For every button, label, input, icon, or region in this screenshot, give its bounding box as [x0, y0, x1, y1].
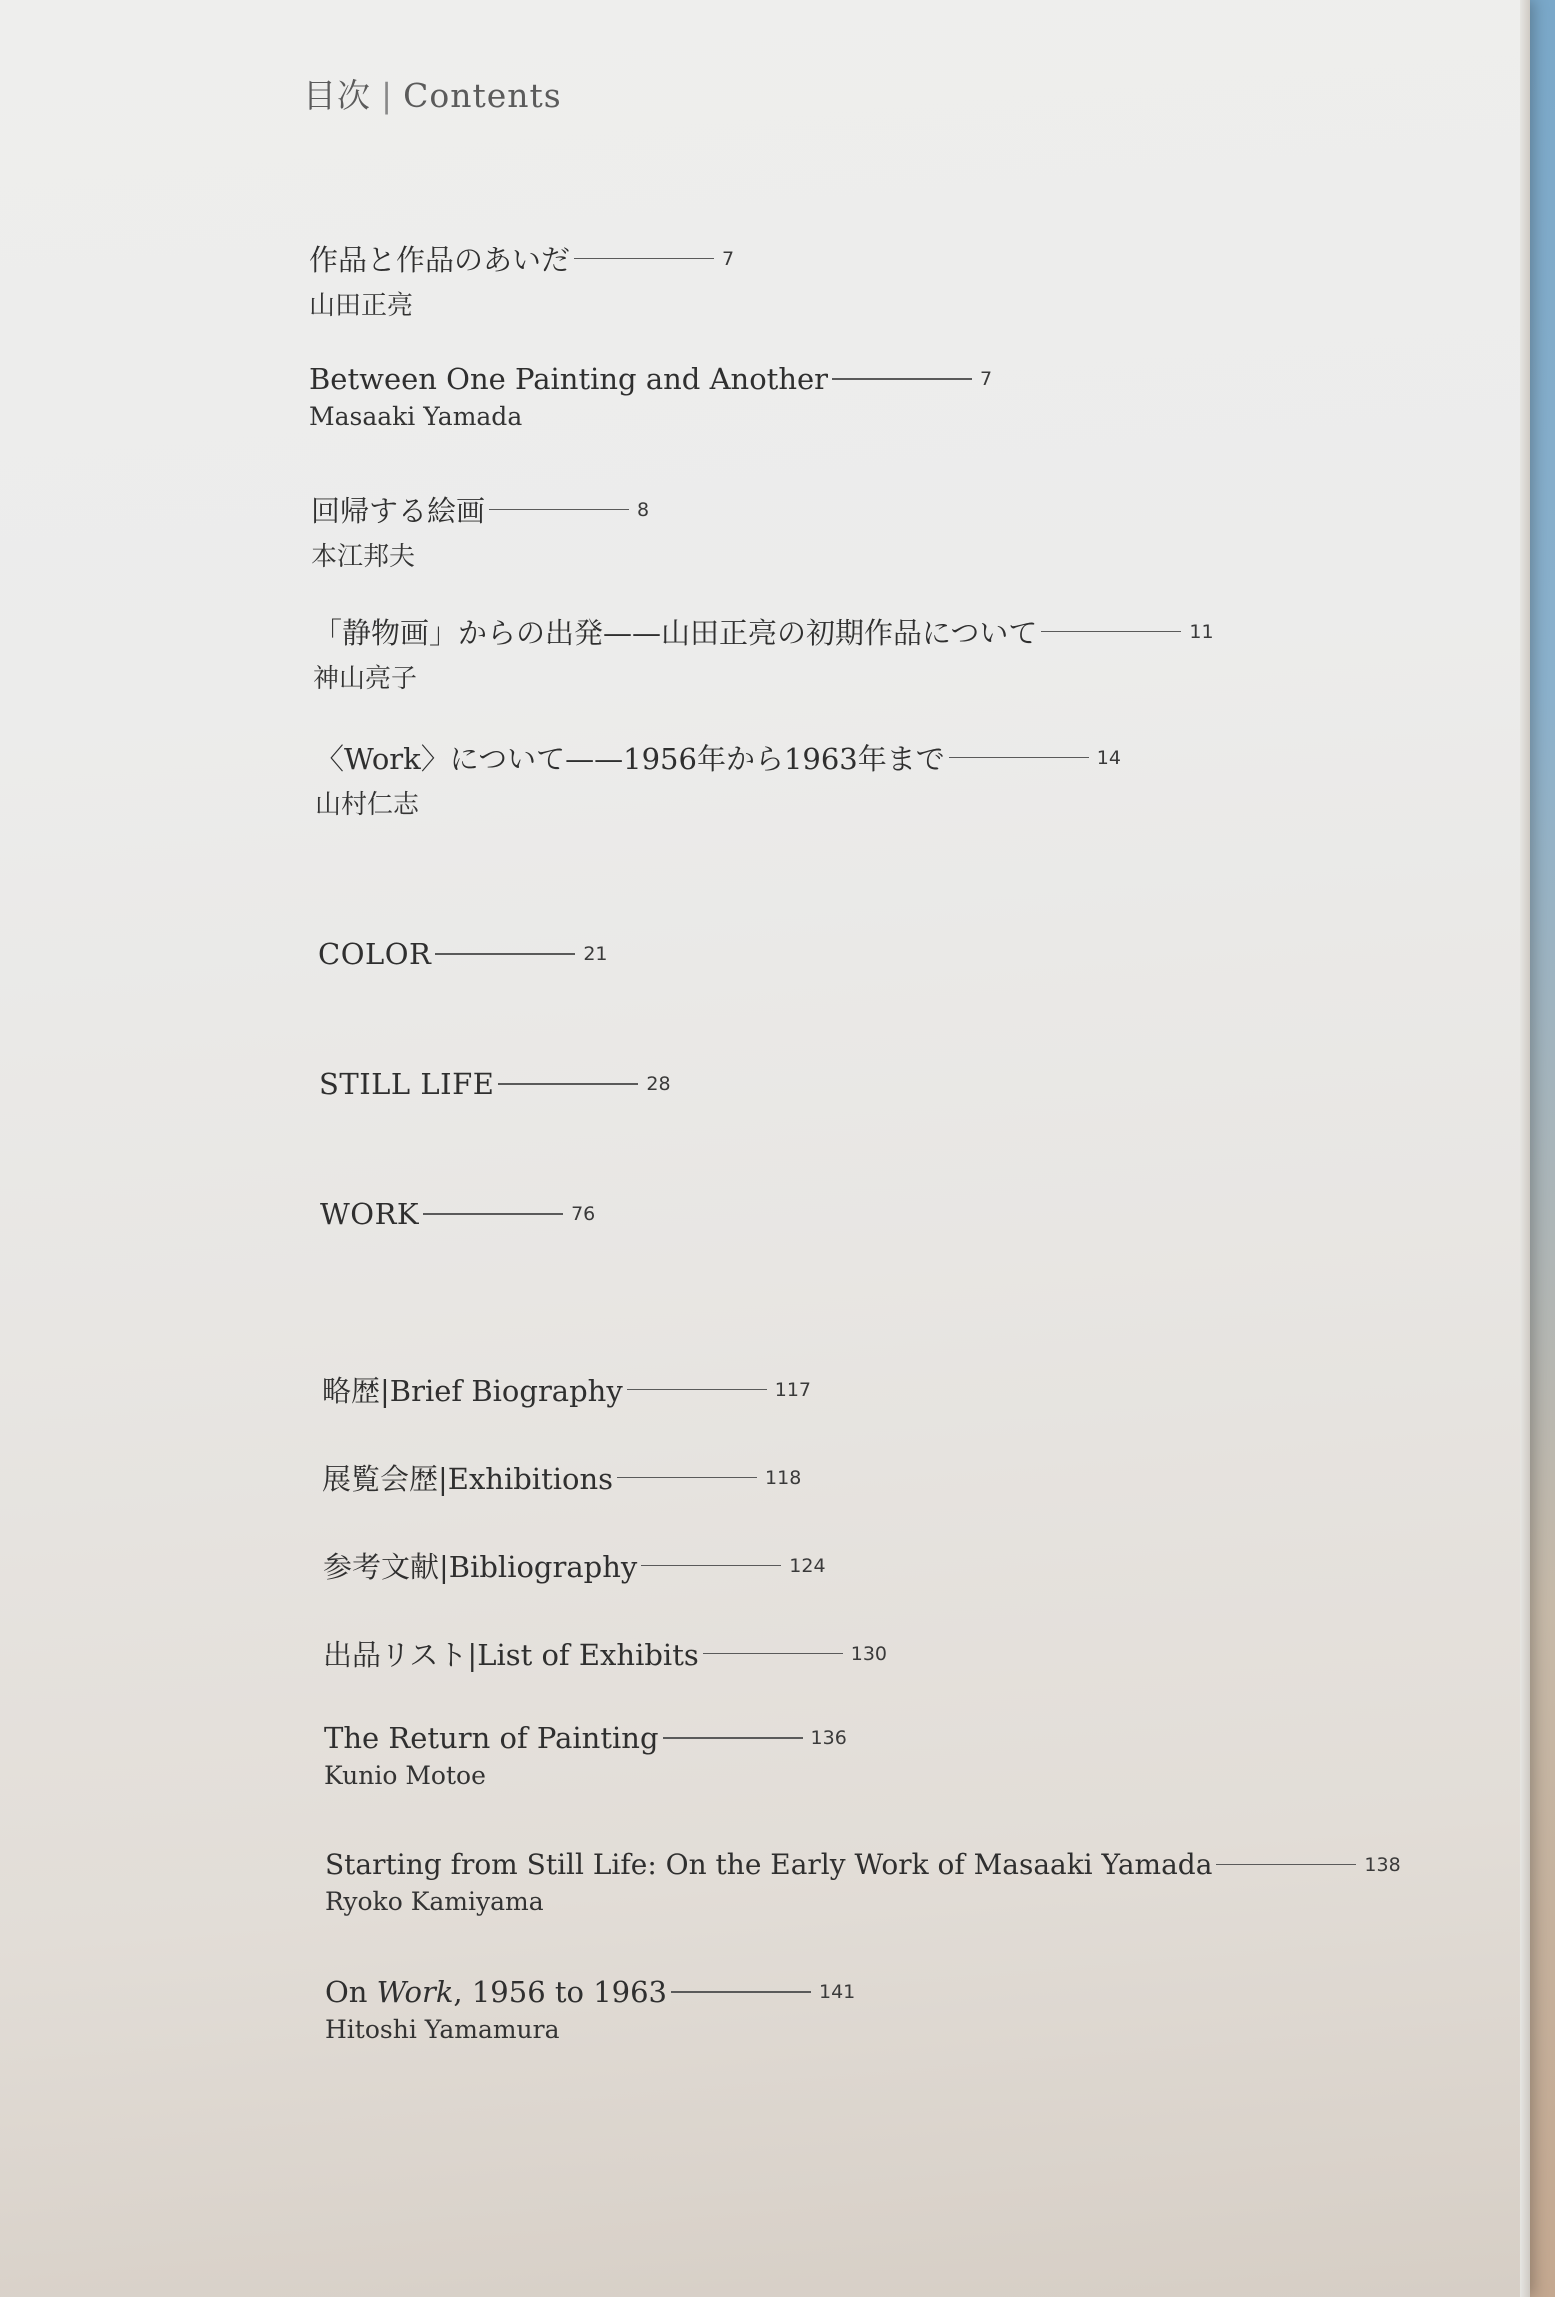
toc-entry-title: The Return of Painting — [324, 1721, 659, 1755]
toc-page-number: 11 — [1189, 620, 1214, 643]
toc-entry-title: Between One Painting and Another — [309, 362, 829, 396]
toc-entry[interactable] — [318, 937, 608, 971]
toc-entry-title: 〈Work〉について——1956年から1963年まで — [315, 742, 945, 776]
leader-rule — [832, 378, 972, 380]
toc-entry-title: 作品と作品のあいだ — [309, 243, 571, 277]
toc-entry-title: 略歴|Brief Biography — [322, 1374, 623, 1408]
toc-entry[interactable] — [313, 611, 1214, 695]
toc-entry-title: 展覧会歴|Exhibitions — [322, 1462, 614, 1496]
toc-entry[interactable] — [320, 1197, 595, 1231]
toc-entry[interactable] — [323, 1545, 826, 1586]
leader-rule — [663, 1737, 803, 1739]
toc-page-number: 7 — [980, 368, 993, 390]
toc-entry[interactable] — [322, 1457, 801, 1498]
toc-entry-title: 回帰する絵画 — [311, 494, 486, 528]
toc-entry[interactable] — [325, 1975, 855, 2044]
page-edge — [1520, 0, 1530, 2297]
toc-entry[interactable] — [324, 1721, 847, 1790]
toc-entry-title: COLOR — [318, 937, 432, 971]
toc-entry-author: Ryoko Kamiyama — [325, 1887, 544, 1916]
toc-entry[interactable] — [309, 238, 734, 322]
leader-rule — [671, 1991, 811, 1993]
toc-page-number: 14 — [1096, 746, 1121, 769]
toc-entry[interactable] — [309, 362, 992, 431]
toc-page-number: 130 — [850, 1642, 888, 1665]
toc-entry-author: 山田正亮 — [309, 291, 414, 321]
toc-page-number: 118 — [765, 1466, 802, 1489]
leader-rule — [703, 1653, 843, 1655]
leader-rule — [423, 1213, 563, 1215]
toc-entry-author: 神山亮子 — [313, 664, 418, 694]
toc-entry-author: Hitoshi Yamamura — [325, 2015, 560, 2044]
toc-entry-author: 山村仁志 — [315, 790, 420, 820]
toc-entry-author: Kunio Motoe — [324, 1761, 486, 1790]
leader-rule — [435, 953, 575, 955]
leader-rule — [1216, 1864, 1356, 1866]
leader-rule — [641, 1565, 781, 1567]
toc-page-number: 76 — [571, 1203, 596, 1225]
toc-page-number: 124 — [789, 1554, 826, 1577]
toc-entry-title: STILL LIFE — [319, 1067, 495, 1101]
title-suffix: , 1956 to 1963 — [453, 1975, 667, 2009]
toc-entry-author: Masaaki Yamada — [309, 402, 523, 431]
toc-page-number: 136 — [810, 1727, 847, 1749]
title-en: Contents — [403, 76, 562, 115]
leader-rule — [617, 1477, 757, 1479]
toc-entry-title: 「静物画」からの出発——山田正亮の初期作品について — [313, 616, 1038, 650]
toc-page-number: 138 — [1364, 1853, 1401, 1876]
toc-entry-title — [325, 1975, 667, 2009]
toc-entry-title: WORK — [320, 1197, 420, 1231]
leader-rule — [1041, 631, 1181, 633]
toc-entry[interactable] — [322, 1369, 811, 1410]
leader-rule — [498, 1083, 638, 1085]
toc-entry[interactable] — [323, 1633, 887, 1674]
toc-entry-title: 出品リスト|List of Exhibits — [323, 1638, 699, 1672]
toc-entry[interactable] — [311, 489, 649, 573]
toc-entry[interactable] — [319, 1067, 671, 1101]
page-title — [303, 70, 562, 117]
toc-page-number: 117 — [774, 1378, 811, 1401]
toc-entry-title: Starting from Still Life: On the Early Work of Masaaki Yamada — [325, 1848, 1213, 1881]
title-italic: Work — [376, 1975, 454, 2009]
title-jp: 目次 — [303, 76, 371, 115]
toc-entry-title: 参考文献|Bibliography — [323, 1550, 638, 1584]
toc-entry-author: 本江邦夫 — [311, 542, 416, 572]
leader-rule — [574, 258, 714, 260]
toc-page-number: 8 — [637, 498, 650, 521]
toc-entry[interactable] — [325, 1848, 1401, 1916]
toc-entry[interactable] — [315, 737, 1121, 821]
leader-rule — [949, 757, 1089, 759]
title-separator: | — [381, 76, 394, 115]
leader-rule — [489, 509, 629, 511]
leader-rule — [627, 1389, 767, 1391]
toc-page-number: 7 — [722, 247, 735, 270]
toc-page-number: 28 — [646, 1073, 671, 1095]
toc-page-number: 21 — [583, 943, 608, 965]
title-prefix: On — [325, 1975, 377, 2009]
toc-page-number: 141 — [819, 1981, 856, 2003]
